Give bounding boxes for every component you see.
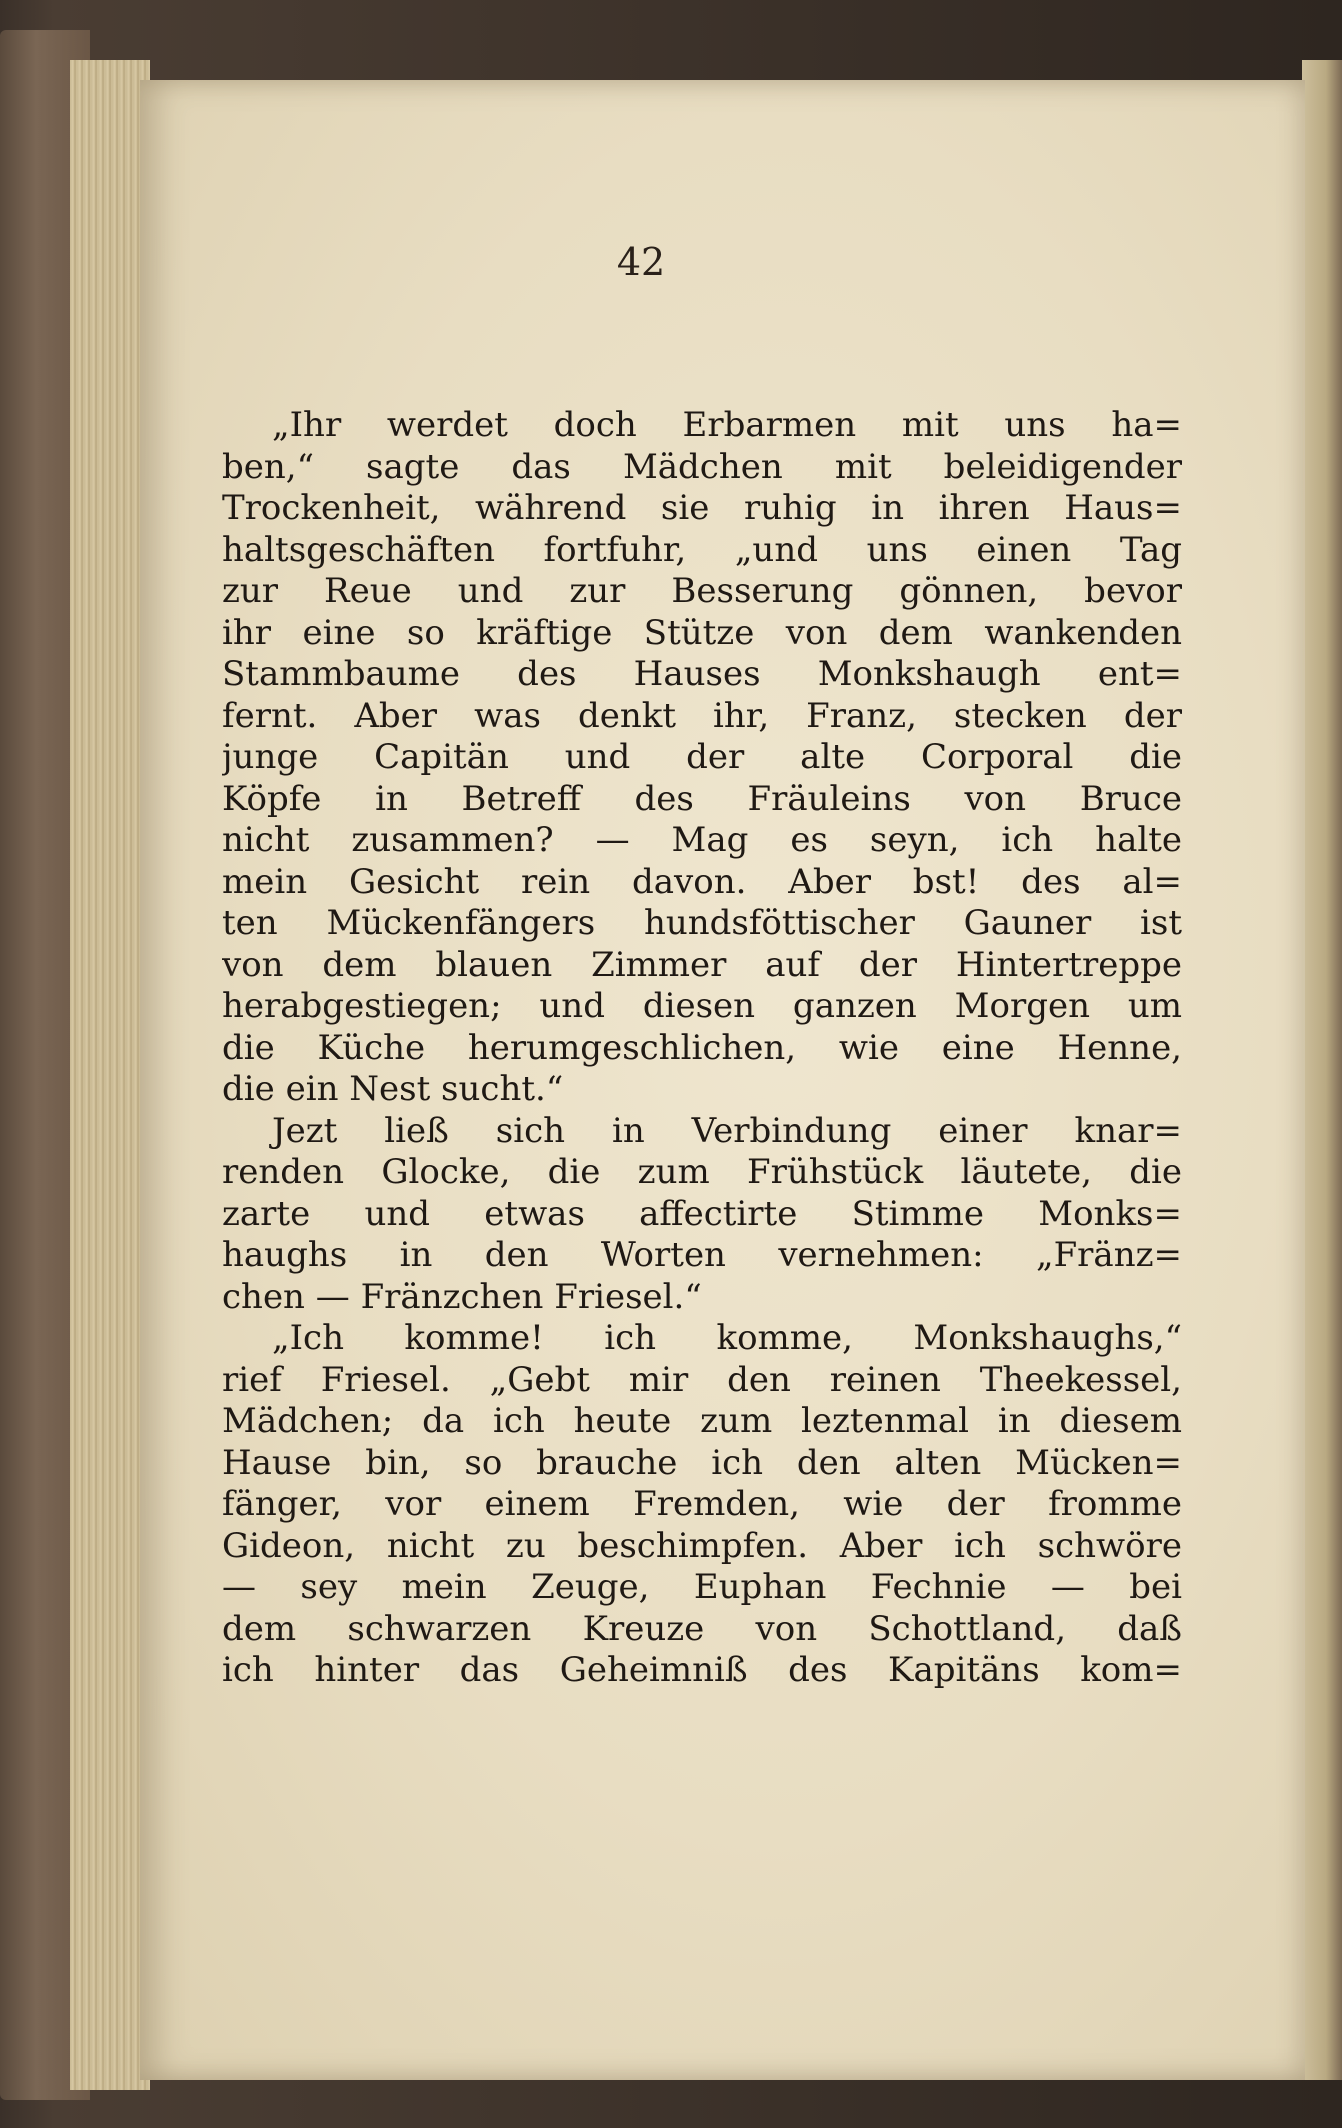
text-line: nicht zusammen? — Mag es seyn, ich halte [222,820,1182,860]
text-line: ten Mückenfängers hundsföttischer Gauner ist [222,903,1182,943]
text-line: Köpfe in Betreff des Fräuleins von Bruce [222,778,1182,819]
text-line: haughs in den Worten vernehmen: „Fränz= [222,1235,1182,1275]
text-line: von dem blauen Zimmer auf der Hintertreppe [222,944,1182,985]
text-line: dem schwarzen Kreuze von Schottland, daß [222,1608,1182,1649]
text-line: zarte und etwas affectirte Stimme Monks= [222,1193,1182,1234]
text-line: Jezt ließ sich in Verbindung einer knar= [272,1110,1182,1151]
text-line: mein Gesicht rein davon. Aber bst! des al= [222,861,1182,902]
text-line: „Ich komme! ich komme, Monkshaughs,“ [272,1318,1182,1358]
text-line: die ein Nest sucht.“ [222,1069,564,1109]
text-line: „Ihr werdet doch Erbarmen mit uns ha= [272,405,1182,445]
text-line: fernt. Aber was denkt ihr, Franz, stecken der [222,695,1182,736]
text-line: Hause bin, so brauche ich den alten Mücken= [222,1442,1182,1483]
text-line: Mädchen; da ich heute zum leztenmal in diesem [222,1401,1182,1441]
text-line: ben,“ sagte das Mädchen mit beleidigender [222,446,1182,487]
text-line: — sey mein Zeuge, Euphan Fechnie — bei [222,1567,1182,1607]
text-line: Trockenheit, während sie ruhig in ihren Haus= [222,488,1182,528]
text-line: ich hinter das Geheimniß des Kapitäns kom= [222,1650,1182,1690]
text-line: Stammbaume des Hauses Monkshaugh ent= [222,654,1182,694]
text-line: haltsgeschäften fortfuhr, „und uns einen Tag [222,529,1182,570]
text-line: fänger, vor einem Fremden, wie der fromme [222,1484,1182,1524]
text-line: rief Friesel. „Gebt mir den reinen Theekessel, [222,1359,1182,1400]
text-line: die Küche herumgeschlichen, wie eine Henne, [222,1027,1182,1068]
text-line: herabgestiegen; und diesen ganzen Morgen um [222,986,1182,1026]
text-line: chen — Fränzchen Friesel.“ [222,1276,702,1317]
text-line: Gideon, nicht zu beschimpfen. Aber ich schwöre [222,1525,1182,1566]
facing-page-edge [1302,60,1342,2080]
page-stack-edge [70,60,150,2090]
text-line: junge Capitän und der alte Corporal die [222,737,1182,777]
text-line: zur Reue und zur Besserung gönnen, bevor [222,571,1182,611]
text-line: ihr eine so kräftige Stütze von dem wankenden [222,612,1182,653]
body-text [222,405,1182,1692]
page-number: 42 [616,240,666,284]
text-line: renden Glocke, die zum Frühstück läutete, die [222,1152,1182,1192]
